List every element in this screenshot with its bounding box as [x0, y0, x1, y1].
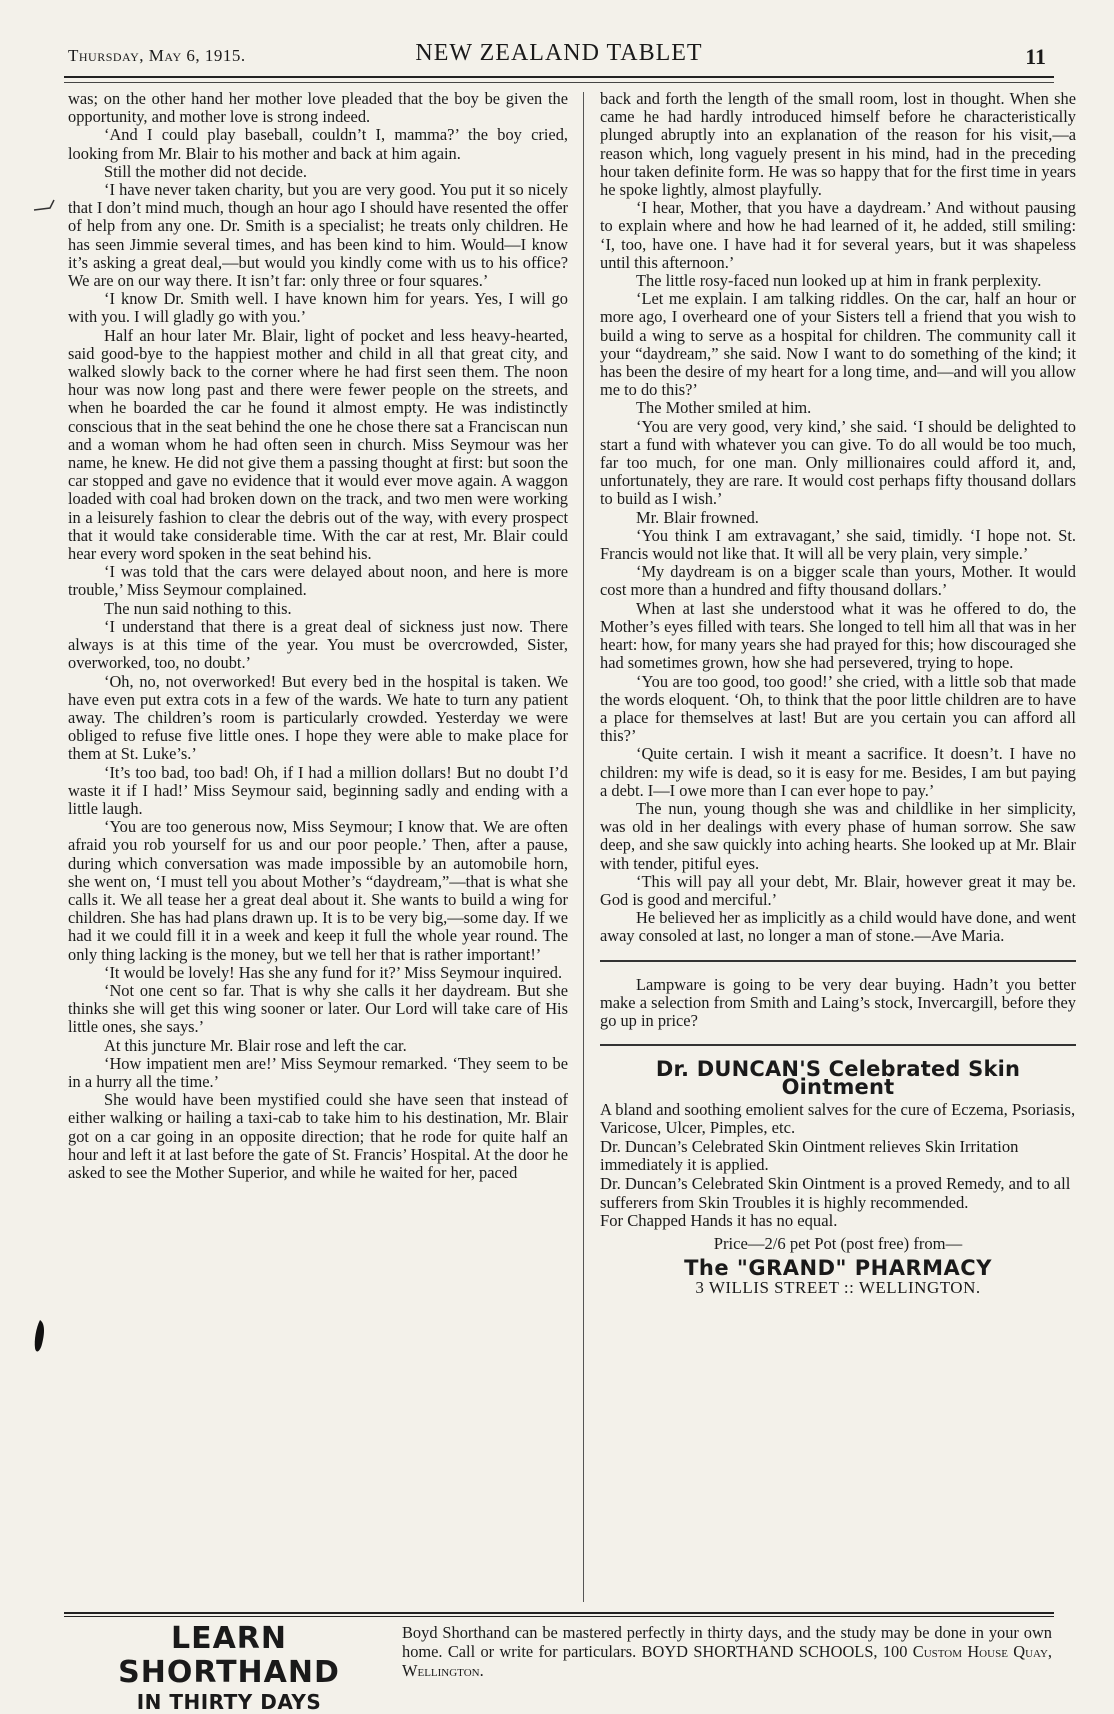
article-paragraph: ‘Not one cent so far. That is why she calls it her daydream. But she thinks she will get this wing sooner or later. Our Lord will take care of His little ones, she says.’	[68, 980, 568, 1037]
ad-line: Dr. Duncan’s Celebrated Skin Ointment is a proved Remedy, and to all sufferers from Skin Troubles it is highly recommended.	[600, 1173, 1071, 1212]
ad-line: For Chapped Hands it has no equal.	[600, 1211, 838, 1231]
article-paragraph: back and forth the length of the small room, lost in thought. When she came he had hardly introduced himself before he characteristically plunged abruptly into an explanation of the reason for his visit,—a reason which, long vaguely present in his mind, had in the preceding hour taken definite form. He was so happy that for the first time in years he spoke lightly, almost playfully.	[600, 89, 1076, 200]
article-paragraph: The nun, young though she was and childlike in her simplicity, was old in her dealings with every phase of human sorrow. She saw deep, and she saw quickly into aching hearts. She looked up at Mr. Blair with tender, pitiful eyes.	[600, 798, 1076, 873]
section-rule	[600, 960, 1076, 962]
article-paragraph: ‘It’s too bad, too bad! Oh, if I had a million dollars! But no doubt I’d waste it if I had!’ Miss Seymour said, beginning sadly and ending with a little laugh.	[68, 762, 568, 818]
shorthand-headline-block	[64, 1622, 394, 1714]
article-paragraph: She would have been mystified could she have seen that instead of either walking or hailing a taxi-cab to take him to his destination, Mr. Blair got on a car going in an opposite direction; that he rode for quite half an hour and left it at last before the gate of St. Francis’ Hospital. At the door he asked to see the Mother Superior, and while he waited for her, paced	[68, 1090, 568, 1182]
article-paragraph: The Mother smiled at him.	[636, 398, 812, 418]
ad-price: Price—2/6 pet Pot (post free) from—	[713, 1233, 963, 1253]
notice-text: Lampware is going to be very dear buying. Hadn’t you better make a selection from Smith and Laing’s stock, Invercargill, before they go up in price?	[600, 974, 1076, 1030]
article-paragraph: ‘I was told that the cars were delayed about noon, and here is more trouble,’ Miss Seymour complained.	[68, 562, 568, 600]
ad-line: Dr. Duncan’s Celebrated Skin Ointment relieves Skin Irritation immediately it is applied.	[600, 1136, 1019, 1175]
article-paragraph: was; on the other hand her mother love pleaded that the boy be given the opportunity, and mother love is strong indeed.	[68, 89, 568, 127]
page-number: 11	[1025, 44, 1046, 69]
ad-line: A bland and soothing emolient salves for the cure of Eczema, Psoriasis, Varicose, Ulcer, Pimples, etc.	[600, 1099, 1076, 1138]
masthead-rule	[64, 82, 1054, 83]
ad-title: Dr. DUNCAN'S Celebrated Skin Ointment	[655, 1057, 1021, 1100]
article-paragraph: Still the mother did not decide.	[104, 161, 308, 181]
shorthand-subhead: IN THIRTY DAYS	[136, 1690, 322, 1714]
shorthand-text: Boyd Shorthand can be mastered perfectly in thirty days, and the study may be done in your own home. Call or write for particulars.	[402, 1623, 1052, 1661]
lampware-notice	[600, 976, 1076, 1031]
article-paragraph: The nun said nothing to this.	[104, 598, 292, 618]
pharmacy-address: 3 WILLIS STREET :: WELLINGTON.	[695, 1278, 981, 1298]
masthead	[64, 36, 1054, 78]
shorthand-contact: BOYD SHORTHAND SCHOOLS, 100 Custom House Quay, Wellington.	[402, 1641, 1052, 1680]
article-paragraph: ‘Oh, no, not overworked! But every bed in the hospital is taken. We have even put extra cots in a few of the wards. We hate to turn any patient away. The children’s room is particularly crowded. Yesterday we were obliged to refuse five little ones. I hope they were able to make place for them at St. Luke’s.’	[68, 671, 568, 764]
article-paragraph: At this juncture Mr. Blair rose and left the car.	[104, 1035, 407, 1055]
shorthand-advertisement	[64, 1621, 1054, 1714]
bottom-rule	[64, 1616, 1054, 1617]
article-paragraph: When at last she understood what it was he offered to do, the Mother’s eyes filled with tears. She longed to tell him all that was in her heart: how, for many years she had prayed for this; how discouraged she had sometimes grown, how she had persevered, trying to hope.	[600, 598, 1076, 673]
pharmacy-name: The "GRAND" PHARMACY	[684, 1255, 992, 1280]
shorthand-headline: LEARN SHORTHAND	[118, 1621, 340, 1690]
article-paragraph: ‘You think I am extravagant,’ she said, timidly. ‘I hope not. St. Francis would not like that. It will all be very plain, very simple.’	[600, 525, 1076, 564]
ink-blot-mark	[30, 1318, 52, 1358]
article-paragraph: ‘This will pay all your debt, Mr. Blair, however great it may be. God is good and merciful.’	[600, 871, 1076, 909]
article-paragraph: ‘I hear, Mother, that you have a daydream.’ And without pausing to explain where and how he had learned of it, he added, still smiling: ‘I, too, have one. I have had it for several years, but it was shapeless until this afternoon.’	[600, 198, 1076, 272]
shorthand-body	[402, 1624, 1052, 1680]
article-paragraph: ‘You are too good, too good!’ she cried, with a little sob that made the words eloquent. ‘Oh, to think that the poor little children are to have a place for themselves at last! But are you certain you can afford all this?’	[600, 671, 1076, 746]
article-paragraph: ‘I have never taken charity, but you are very good. You put it so nicely that I don’t mind much, though an hour ago I should have resented the offer of help from any one. Dr. Smith is a specialist; he treats only children. He has seen Jimmie several times, and has been kind to him. Would—I know it’s asking a great deal,—but would you kindly come with us to his office? We are on our way there. It isn’t far: only three or four squares.’	[68, 180, 568, 291]
article-paragraph: The little rosy-faced nun looked up at him in frank perplexity.	[636, 271, 1042, 291]
issue-date: Thursday, May 6, 1915.	[68, 46, 246, 65]
article-paragraph: ‘How impatient men are!’ Miss Seymour remarked. ‘They seem to be in a hurry all the time.’	[68, 1053, 568, 1091]
article-column-right	[600, 90, 1076, 1297]
article-paragraph: ‘My daydream is on a bigger scale than yours, Mother. It would cost more than a hundred and fifty thousand dollars.’	[600, 562, 1076, 600]
article-paragraph: ‘You are too generous now, Miss Seymour; I know that. We are often afraid you rob yourself for us and our poor people.’ Then, after a pause, during which conversation was made impossible by an automobile horn, she went on, ‘I must tell you about Mother’s “daydream,”—that is what she calls it. We all tease her a great deal about it. She wants to build a wing for children. She has had plans drawn up. It is to be very big,—some day. If we had it we could fill it in a week and keep it full the whole year round. The only thing lacking is the money, but we tell her that is rather important!’	[68, 817, 568, 964]
article-paragraph: ‘It would be lovely! Has she any fund for it?’ Miss Seymour inquired.	[104, 962, 563, 982]
ointment-advertisement	[600, 1057, 1076, 1298]
article-paragraph: ‘And I could play baseball, couldn’t I, mamma?’ the boy cried, looking from Mr. Blair to his mother and back at him again.	[68, 125, 568, 163]
article-paragraph: He believed her as implicitly as a child would have done, and went away consoled at last, no longer a man of stone.—Ave Maria.	[600, 908, 1076, 946]
newspaper-title: NEW ZEALAND TABLET	[415, 40, 703, 66]
article-paragraph: ‘Quite certain. I wish it meant a sacrifice. It doesn’t. I have no children: my wife is dead, so it is easy for me. Besides, I am but paying a debt. I—I owe more than I can ever hope to pay.’	[600, 744, 1076, 800]
article-paragraph: ‘I understand that there is a great deal of sickness just now. There always is at this time of the year. You must be overcrowded, Sister, overworked, too, no doubt.’	[68, 616, 568, 673]
section-rule	[600, 1044, 1076, 1046]
article-paragraph: Half an hour later Mr. Blair, light of pocket and less heavy-hearted, said good-bye to the happiest mother and child in all that great city, and walked slowly back to the corner where he had first seen them. The noon hour was now long past and there were fewer people on the streets, and when he boarded the car he found it almost empty. He was indistinctly conscious that in the seat behind the one he chose there sat a Franciscan nun and a woman whom he had often seen in church. Miss Seymour was her name, he knew. He did not give them a passing thought at first: but soon the car stopped and gave no evidence that it would ever move again. A waggon loaded with coal had broken down on the track, and two men were working in a leisurely fashion to clear the debris out of the way, with every prospect that it would take considerable time. With the car at rest, Mr. Blair could hear every word spoken in the seat behind his.	[68, 325, 568, 564]
bottom-rule	[64, 1612, 1054, 1614]
article-paragraph: Mr. Blair frowned.	[636, 507, 759, 527]
article-paragraph: ‘I know Dr. Smith well. I have known him for years. Yes, I will go with you. I will gladly go with you.’	[68, 289, 568, 327]
article-paragraph: ‘Let me explain. I am talking riddles. On the car, half an hour or more ago, I overheard one of your Sisters tell a friend that you wish to build a wing to serve as a hospital for children. The community call it your “daydream,” she said. Now I want to do something of the kind; it has been the desire of my heart for a long time, and—and will you allow me to do this?’	[600, 289, 1076, 400]
article-column-left	[68, 90, 568, 1182]
column-divider	[583, 92, 584, 1602]
article-paragraph: ‘You are very good, very kind,’ she said. ‘I should be delighted to start a fund with whatever you can give. To do all would be too much, far too much, for one man. Only millionaires could afford it, and, unfortunately, they are rare. It would cost perhaps fifty thousand dollars to build as I wish.’	[600, 416, 1076, 509]
margin-tick-mark	[30, 196, 58, 218]
